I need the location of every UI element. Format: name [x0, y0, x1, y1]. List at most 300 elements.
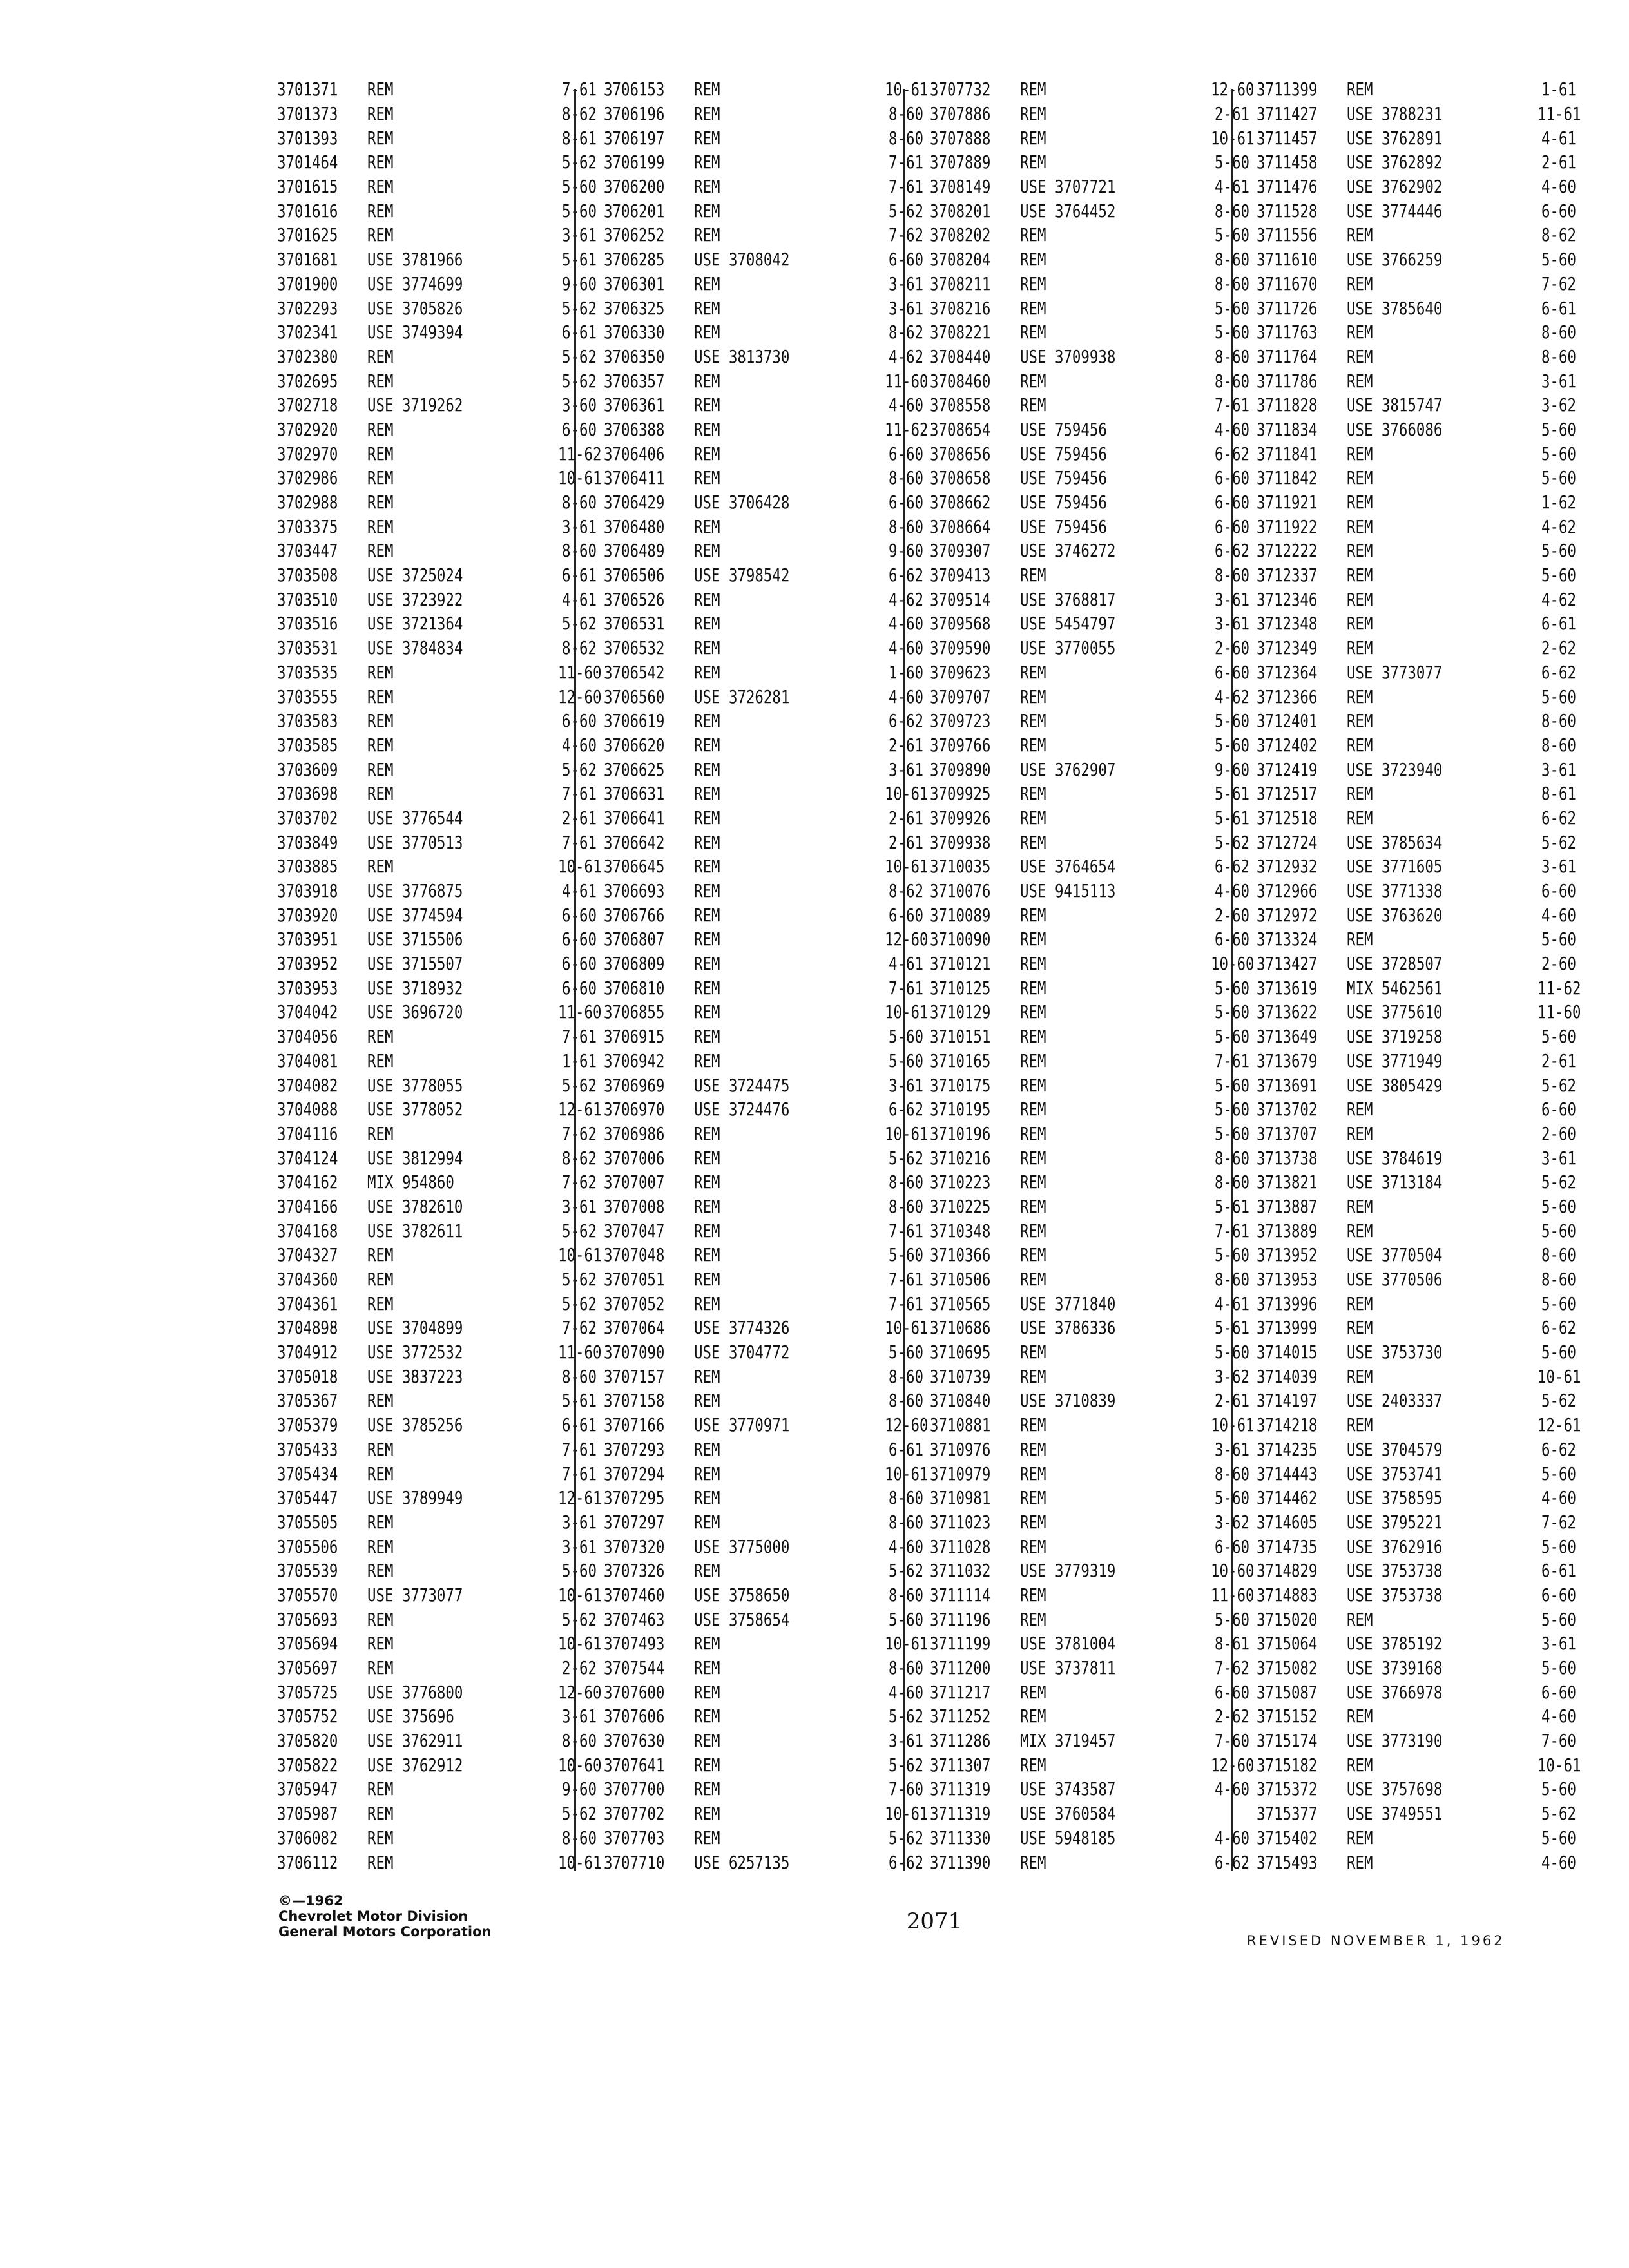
part-row	[277, 1267, 597, 1292]
part-number: 3710089	[930, 904, 991, 926]
part-row	[604, 1413, 929, 1437]
part-number: 3706942	[604, 1050, 665, 1072]
part-action: REM	[367, 1050, 394, 1072]
part-row	[1257, 418, 1576, 442]
copyright-year: ©—1962	[278, 1893, 343, 1908]
part-number: 3711023	[930, 1511, 991, 1533]
part-action: USE 3708042	[694, 249, 790, 271]
part-row	[1257, 490, 1576, 515]
part-row	[930, 903, 1249, 927]
revised-date: REVISED NOVEMBER 1, 1962	[1247, 1933, 1505, 1948]
column-divider	[574, 89, 576, 1871]
part-date: 2-60	[1541, 1122, 1576, 1144]
part-date: 4-60	[889, 637, 923, 659]
part-action: REM	[694, 103, 720, 125]
part-number: 3712724	[1257, 831, 1318, 853]
part-date: 6-60	[1215, 515, 1249, 537]
part-action: USE 3763620	[1347, 904, 1443, 926]
part-number: 3712972	[1257, 904, 1318, 926]
part-date: 3-60	[562, 394, 597, 416]
part-number: 3702293	[277, 297, 338, 319]
part-row	[1257, 1073, 1576, 1097]
part-action: USE 3721364	[367, 613, 463, 635]
part-number: 3704327	[277, 1244, 338, 1266]
part-date: 4-60	[889, 1681, 923, 1703]
part-date: 5-62	[1541, 1803, 1576, 1825]
part-number: 3710366	[930, 1244, 991, 1266]
part-number: 3711217	[930, 1681, 991, 1703]
part-action: REM	[1347, 734, 1373, 756]
part-date: 10-61	[885, 1122, 929, 1144]
part-row	[277, 466, 602, 490]
part-date: 7-61	[562, 1438, 597, 1460]
part-action: REM	[367, 370, 394, 392]
part-number: 3704361	[277, 1293, 338, 1314]
part-date: 2-60	[1215, 904, 1249, 926]
part-action: USE 3779319	[1020, 1560, 1116, 1582]
part-row	[1257, 223, 1576, 247]
part-row	[277, 1486, 602, 1510]
part-number: 3713702	[1257, 1099, 1318, 1120]
part-number: 3703531	[277, 637, 338, 659]
part-number: 3705433	[277, 1438, 338, 1460]
part-action: USE 3696720	[367, 1001, 463, 1023]
part-row	[277, 1097, 602, 1122]
part-number: 3712518	[1257, 807, 1318, 829]
part-row	[604, 514, 923, 539]
part-row	[930, 1073, 1249, 1097]
part-row	[604, 1170, 923, 1195]
part-date: 12-60	[558, 686, 602, 707]
part-number: 3705947	[277, 1778, 338, 1800]
part-action: REM	[1020, 1050, 1046, 1072]
part-row	[604, 1097, 923, 1122]
part-action: REM	[694, 1681, 720, 1703]
part-date: 8-60	[1215, 249, 1249, 271]
part-action: REM	[1347, 1220, 1373, 1242]
part-date: 5-61	[1215, 1195, 1249, 1217]
part-action: REM	[694, 1511, 720, 1533]
part-number: 3714039	[1257, 1365, 1318, 1387]
part-action: USE 3719262	[367, 394, 463, 416]
part-row	[277, 975, 597, 1000]
part-date: 6-60	[1215, 1535, 1249, 1557]
part-number: 3706631	[604, 783, 665, 805]
part-date: 4-60	[1541, 1851, 1576, 1873]
part-row	[604, 1122, 929, 1146]
part-action: REM	[1020, 1365, 1046, 1387]
part-date: 6-61	[889, 1438, 923, 1460]
part-number: 3706285	[604, 249, 665, 271]
part-row	[277, 418, 597, 442]
part-row	[930, 757, 1249, 782]
part-date: 5-60	[889, 1341, 923, 1363]
part-row	[277, 1826, 597, 1850]
part-date: 7-62	[889, 224, 923, 246]
part-number: 3711319	[930, 1778, 991, 1800]
part-date: 8-60	[889, 515, 923, 537]
part-date: 12-61	[558, 1487, 602, 1509]
part-action: REM	[694, 928, 720, 950]
part-number: 3710076	[930, 880, 991, 902]
part-action: REM	[367, 540, 394, 562]
part-action: USE 3705826	[367, 297, 463, 319]
part-date: 5-60	[1215, 1487, 1249, 1509]
part-action: REM	[367, 1390, 394, 1412]
part-number: 3704081	[277, 1050, 338, 1072]
part-number: 3711319	[930, 1803, 991, 1825]
part-action: USE 3704579	[1347, 1438, 1443, 1460]
part-date: 11-62	[558, 443, 602, 465]
part-action: REM	[1347, 588, 1373, 610]
part-date: 5-62	[562, 297, 597, 319]
part-action: USE 3758650	[694, 1584, 790, 1606]
part-row	[1257, 975, 1581, 1000]
part-row	[1257, 126, 1576, 150]
part-number: 3708662	[930, 492, 991, 514]
part-date: 3-61	[1541, 856, 1576, 878]
part-action: USE 3771605	[1347, 856, 1443, 878]
part-date: 5-60	[1541, 686, 1576, 707]
part-date: 2-61	[1215, 1390, 1249, 1412]
part-date: 8-60	[562, 492, 597, 514]
part-date: 8-60	[1541, 710, 1576, 732]
part-date: 7-61	[889, 1293, 923, 1314]
part-number: 3713999	[1257, 1317, 1318, 1339]
part-date: 3-61	[889, 758, 923, 780]
part-row	[604, 1826, 923, 1850]
part-number: 3712932	[1257, 856, 1318, 878]
copyright-division: Chevrolet Motor Division	[278, 1908, 468, 1924]
part-action: REM	[367, 1269, 394, 1291]
part-row	[1257, 636, 1576, 660]
part-row	[930, 490, 1249, 515]
part-row	[277, 223, 597, 247]
part-row	[1257, 247, 1576, 272]
part-action: REM	[694, 224, 720, 246]
part-number: 3707090	[604, 1341, 665, 1363]
part-date: 4-61	[1215, 1293, 1249, 1314]
part-row	[930, 1437, 1249, 1462]
part-date: 6-62	[889, 1851, 923, 1873]
part-number: 3711764	[1257, 345, 1318, 367]
part-date: 3-61	[562, 1706, 597, 1727]
part-number: 3713996	[1257, 1293, 1318, 1314]
part-date: 4-62	[1541, 588, 1576, 610]
part-number: 3706560	[604, 686, 665, 707]
part-date: 6-60	[562, 928, 597, 950]
part-number: 3702380	[277, 345, 338, 367]
part-action: REM	[694, 467, 720, 489]
part-action: USE 3723922	[367, 588, 463, 610]
part-row	[277, 1729, 597, 1753]
part-row	[277, 1534, 597, 1559]
part-row	[1257, 1607, 1576, 1631]
part-row	[930, 563, 1249, 588]
part-action: REM	[694, 1001, 720, 1023]
part-date: 4-60	[1541, 904, 1576, 926]
part-row	[277, 1437, 597, 1462]
part-date: 3-61	[1541, 1147, 1576, 1169]
part-number: 3703585	[277, 734, 338, 756]
part-action: REM	[694, 856, 720, 878]
parts-column-3	[930, 77, 1255, 1874]
part-number: 3704116	[277, 1122, 338, 1144]
part-row	[277, 1243, 602, 1267]
part-date: 3-61	[1215, 1438, 1249, 1460]
part-action: USE 3784834	[367, 637, 463, 659]
part-row	[277, 1413, 597, 1437]
part-date: 10-61	[558, 1633, 602, 1655]
part-row	[604, 1316, 929, 1340]
part-date: 5-62	[1215, 831, 1249, 853]
part-number: 3706810	[604, 977, 665, 999]
part-date: 8-60	[1215, 345, 1249, 367]
part-action: REM	[694, 807, 720, 829]
part-action: REM	[694, 783, 720, 805]
part-action: REM	[1020, 103, 1046, 125]
part-date: 12-61	[558, 1099, 602, 1120]
part-action: REM	[1020, 783, 1046, 805]
part-row	[930, 320, 1249, 345]
part-action: USE 3815747	[1347, 394, 1443, 416]
part-date: 5-62	[562, 613, 597, 635]
part-date: 6-61	[562, 322, 597, 343]
part-row	[277, 636, 597, 660]
part-date: 3-61	[889, 273, 923, 294]
part-number: 3709307	[930, 540, 991, 562]
part-row	[1257, 806, 1576, 831]
part-date: 8-60	[889, 1657, 923, 1679]
part-date: 8-60	[889, 1365, 923, 1387]
part-date: 5-61	[1215, 783, 1249, 805]
part-row	[277, 830, 597, 854]
part-action: REM	[1347, 273, 1373, 294]
part-number: 3710565	[930, 1293, 991, 1314]
part-row	[930, 1291, 1249, 1316]
part-date: 4-60	[889, 1535, 923, 1557]
part-action: USE 3762912	[367, 1754, 463, 1776]
part-action: REM	[694, 1195, 720, 1217]
part-row	[604, 1000, 929, 1024]
part-row	[1257, 1340, 1576, 1365]
part-row	[277, 1364, 597, 1389]
part-number: 3707544	[604, 1657, 665, 1679]
part-action: USE 3764452	[1020, 200, 1116, 222]
part-action: REM	[694, 977, 720, 999]
part-date: 10-61	[558, 467, 602, 489]
part-date: 12-61	[1537, 1414, 1581, 1436]
part-date: 4-60	[1215, 1778, 1249, 1800]
part-action: USE 3775610	[1347, 1001, 1443, 1023]
part-action: USE 3771840	[1020, 1293, 1116, 1314]
part-number: 3708211	[930, 273, 991, 294]
part-number: 3705018	[277, 1365, 338, 1387]
part-date: 3-61	[562, 1511, 597, 1533]
part-number: 3706429	[604, 492, 665, 514]
part-action: REM	[694, 613, 720, 635]
part-number: 3710979	[930, 1463, 991, 1485]
part-action: USE 3762891	[1347, 127, 1443, 149]
part-action: REM	[1020, 977, 1046, 999]
part-date: 8-60	[1215, 1171, 1249, 1193]
part-number: 3704912	[277, 1341, 338, 1363]
part-action: REM	[1347, 515, 1373, 537]
part-date: 4-62	[1541, 515, 1576, 537]
part-action: REM	[1347, 1414, 1373, 1436]
part-number: 3706986	[604, 1122, 665, 1144]
part-number: 3710195	[930, 1099, 991, 1120]
part-action: REM	[1020, 1244, 1046, 1266]
part-date: 10-61	[1537, 1365, 1581, 1387]
part-date: 6-62	[889, 1099, 923, 1120]
part-row	[1257, 1656, 1576, 1680]
part-action: REM	[1347, 564, 1373, 586]
part-action: REM	[694, 1487, 720, 1509]
part-date: 6-60	[1541, 880, 1576, 902]
part-row	[277, 611, 597, 636]
part-action: REM	[367, 1463, 394, 1485]
part-action: USE 3746272	[1020, 540, 1116, 562]
part-number: 3711252	[930, 1706, 991, 1727]
part-action: REM	[367, 1608, 394, 1630]
part-number: 3706350	[604, 345, 665, 367]
part-number: 3704360	[277, 1269, 338, 1291]
part-date: 4-60	[1541, 1487, 1576, 1509]
part-number: 3706969	[604, 1074, 665, 1096]
part-number: 3707889	[930, 151, 991, 173]
part-date: 7-62	[1541, 273, 1576, 294]
part-row	[604, 611, 923, 636]
part-action: REM	[694, 1390, 720, 1412]
part-action: REM	[1347, 637, 1373, 659]
part-action: USE 2403337	[1347, 1390, 1443, 1412]
column-divider	[1231, 89, 1233, 1871]
part-row	[604, 1461, 929, 1486]
part-number: 3715377	[1257, 1803, 1318, 1825]
part-date: 5-62	[889, 200, 923, 222]
part-row	[277, 1000, 602, 1024]
part-action: REM	[1020, 1220, 1046, 1242]
part-number: 3702986	[277, 467, 338, 489]
part-date: 2-60	[1215, 637, 1249, 659]
part-number: 3706809	[604, 953, 665, 975]
part-date: 8-62	[562, 103, 597, 125]
part-date: 6-60	[1541, 200, 1576, 222]
part-number: 3706619	[604, 710, 665, 732]
part-date: 10-61	[885, 1803, 929, 1825]
part-date: 6-61	[562, 564, 597, 586]
part-action: USE 3709938	[1020, 345, 1116, 367]
part-row	[1257, 1146, 1576, 1170]
part-action: REM	[1020, 1269, 1046, 1291]
part-row	[930, 102, 1249, 126]
part-action: USE 3782611	[367, 1220, 463, 1242]
part-number: 3704042	[277, 1001, 338, 1023]
part-action: REM	[1347, 1099, 1373, 1120]
part-action: USE 3760584	[1020, 1803, 1116, 1825]
part-action: USE 3753730	[1347, 1341, 1443, 1363]
part-number: 3707326	[604, 1560, 665, 1582]
part-number: 3710739	[930, 1365, 991, 1387]
part-date: 3-62	[1215, 1511, 1249, 1533]
part-date: 8-60	[562, 1827, 597, 1849]
part-date: 10-61	[885, 1633, 929, 1655]
part-number: 3707600	[604, 1681, 665, 1703]
part-number: 3705367	[277, 1390, 338, 1412]
part-date: 6-60	[562, 418, 597, 440]
part-number: 3715064	[1257, 1633, 1318, 1655]
part-number: 3713619	[1257, 977, 1318, 999]
part-date: 5-62	[562, 1293, 597, 1314]
part-date: 8-60	[1541, 1269, 1576, 1291]
part-number: 3707886	[930, 103, 991, 125]
part-date: 11-62	[885, 418, 929, 440]
part-date: 6-60	[889, 249, 923, 271]
part-row	[1257, 150, 1576, 175]
part-row	[930, 539, 1249, 563]
part-action: REM	[694, 1803, 720, 1825]
part-action: REM	[367, 1438, 394, 1460]
part-date: 2-62	[1215, 1706, 1249, 1727]
part-action: REM	[1347, 467, 1373, 489]
part-number: 3706506	[604, 564, 665, 586]
part-date: 3-62	[1215, 1365, 1249, 1387]
part-number: 3707158	[604, 1390, 665, 1412]
part-date: 6-62	[1215, 540, 1249, 562]
part-number: 3704056	[277, 1026, 338, 1048]
part-action: REM	[1020, 79, 1046, 101]
part-action: REM	[694, 661, 720, 683]
part-number: 3714883	[1257, 1584, 1318, 1606]
part-action: REM	[1347, 1608, 1373, 1630]
part-row	[604, 1704, 923, 1729]
part-action: REM	[367, 515, 394, 537]
part-date: 6-61	[562, 1414, 597, 1436]
part-date: 5-60	[1215, 1099, 1249, 1120]
part-number: 3701615	[277, 176, 338, 198]
part-number: 3705539	[277, 1560, 338, 1582]
part-action: REM	[694, 418, 720, 440]
part-action: REM	[367, 467, 394, 489]
part-number: 3713738	[1257, 1147, 1318, 1169]
part-date: 7-60	[889, 1778, 923, 1800]
part-number: 3711610	[1257, 249, 1318, 271]
part-action: REM	[694, 1438, 720, 1460]
part-number: 3706620	[604, 734, 665, 756]
part-number: 3706489	[604, 540, 665, 562]
part-number: 3709707	[930, 686, 991, 707]
part-number: 3714235	[1257, 1438, 1318, 1460]
part-action: REM	[1020, 322, 1046, 343]
part-number: 3706526	[604, 588, 665, 610]
part-action: MIX 954860	[367, 1171, 454, 1193]
part-row	[277, 1704, 597, 1729]
part-number: 3712366	[1257, 686, 1318, 707]
part-action: REM	[694, 176, 720, 198]
part-date: 5-62	[1541, 1171, 1576, 1193]
part-row	[277, 660, 602, 685]
part-row	[277, 1461, 597, 1486]
part-action: REM	[1020, 1608, 1046, 1630]
part-number: 3711457	[1257, 127, 1318, 149]
part-action: REM	[1020, 1195, 1046, 1217]
part-number: 3705505	[277, 1511, 338, 1533]
part-action: REM	[1347, 1851, 1373, 1873]
part-date: 11-60	[558, 1001, 602, 1023]
part-number: 3710125	[930, 977, 991, 999]
part-number: 3706532	[604, 637, 665, 659]
